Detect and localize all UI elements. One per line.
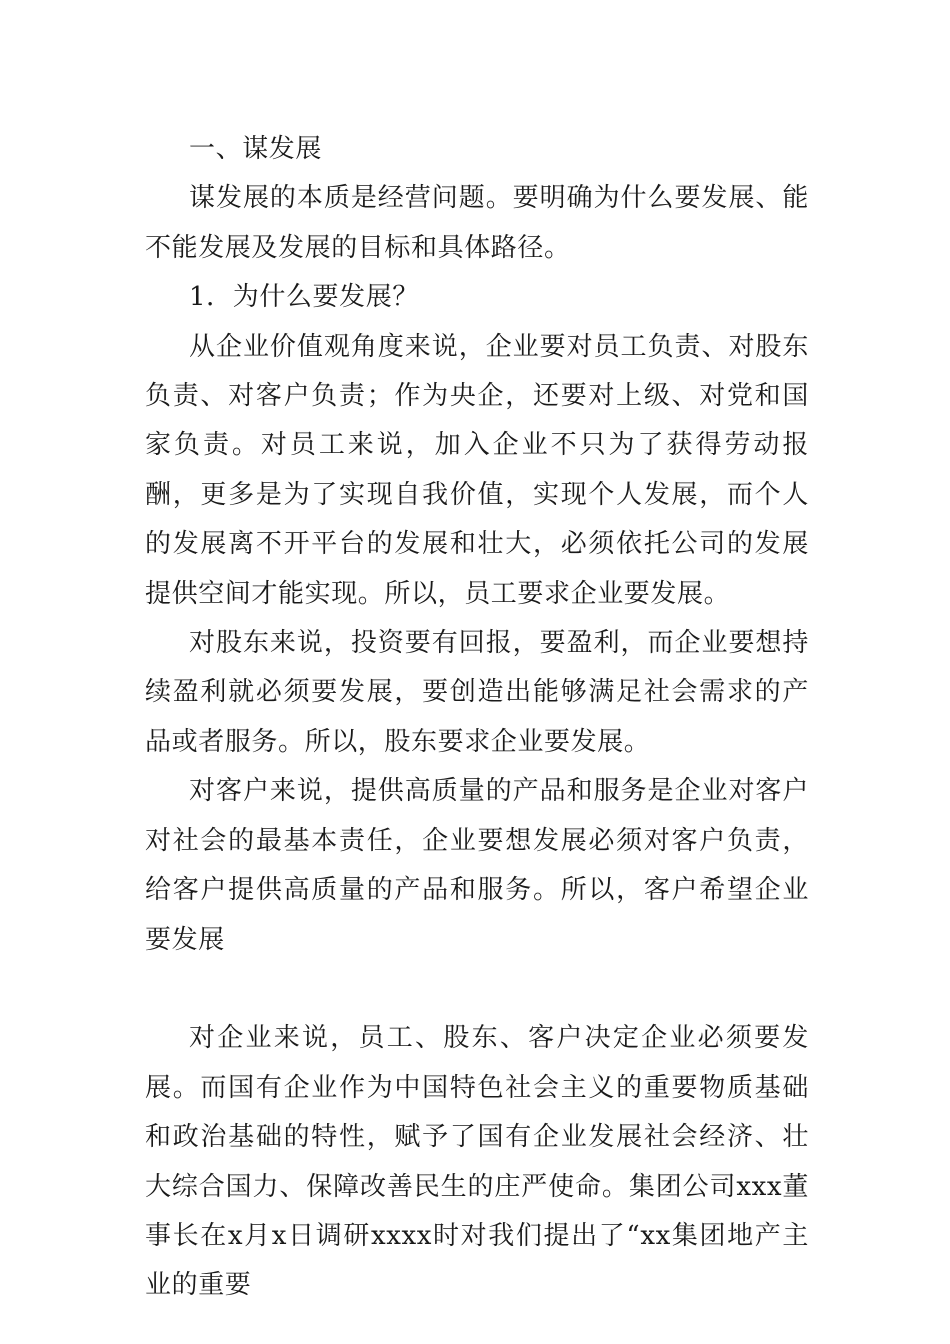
blank-line: [145, 965, 809, 1014]
document-body: [145, 125, 809, 1311]
section-heading: 一、谋发展: [189, 134, 323, 164]
paragraph-employees: 从企业价值观角度来说，企业要对员工负责、对股东负责、对客户负责；作为央企，还要对上级、对党和国家负责。对员工来说，加入企业不只为了获得劳动报酬，更多是为了实现自我价值，实现个人发展，而个人的发展离不开平台的发展和壮大，必须依托公司的发展提供空间才能实现。所以，员工要求企业要发展。: [145, 331, 809, 609]
paragraph-intro: 谋发展的本质是经营问题。要明确为什么要发展、能不能发展及发展的目标和具体路径。: [145, 183, 809, 263]
paragraph-shareholders: 对股东来说，投资要有回报，要盈利，而企业要想持续盈利就必须要发展，要创造出能够满足社会需求的产品或者服务。所以，股东要求企业要发展。: [145, 628, 809, 757]
paragraph-enterprise: 对企业来说，员工、股东、客户决定企业必须要发展。而国有企业作为中国特色社会主义的重要物质基础和政治基础的特性，赋予了国有企业发展社会经济、壮大综合国力、保障改善民生的庄严使命。集团公司xxx董事长在x月x日调研xxxx时对我们提出了“xx集团地产主业的重要: [145, 1023, 809, 1301]
subsection-heading: 1．为什么要发展？: [189, 282, 419, 313]
paragraph-customers: 对客户来说，提供高质量的产品和服务是企业对客户对社会的最基本责任，企业要想发展必须对客户负责，给客户提供高质量的产品和服务。所以，客户希望企业要发展: [145, 776, 809, 955]
